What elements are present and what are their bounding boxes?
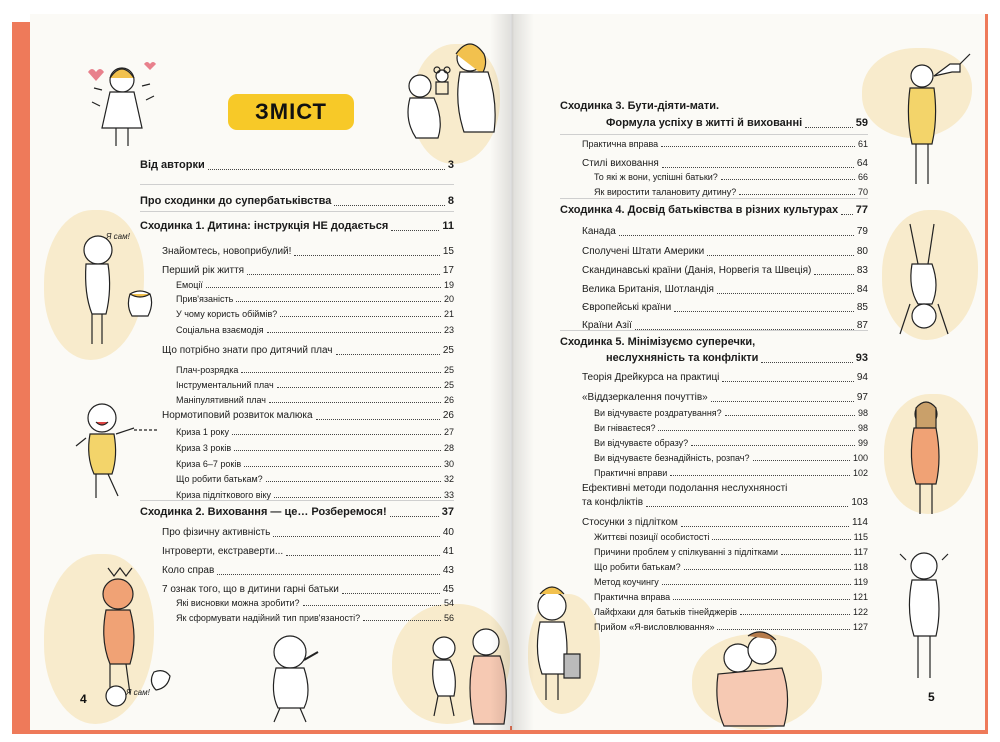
standing-man-illustration <box>892 60 952 190</box>
toc-entry-title: Коло справ <box>162 565 215 576</box>
toc-entry-title: Про фізичну активність <box>162 527 271 538</box>
toc-leader-dots <box>244 466 441 467</box>
toc-entry-page: 117 <box>853 547 868 557</box>
angry-boy-illustration <box>890 544 960 684</box>
toc-entry-page: 100 <box>852 453 868 463</box>
toc-entry <box>176 280 454 291</box>
toc-leader-dots <box>342 593 440 594</box>
toc-entry <box>140 195 454 209</box>
toc-entry-title: Які висновки можна зробити? <box>176 598 300 608</box>
toc-leader-dots <box>267 332 441 333</box>
toc-entry-page: 45 <box>442 584 454 595</box>
mother-baby-illustration <box>390 36 500 156</box>
toc-section-separator <box>560 198 868 199</box>
toc-entry-page: 97 <box>856 392 868 403</box>
toc-leader-dots <box>234 450 441 451</box>
toc-entry-page: 17 <box>442 265 454 276</box>
toc-entry <box>594 453 868 464</box>
toc-entry-page: 115 <box>853 532 868 542</box>
toc-entry-title: Про сходинки до супербатьківства <box>140 195 332 207</box>
toc-entry-title: Прийом «Я-висловлювання» <box>594 622 715 632</box>
toc-entry-title: Причини проблем у спілкуванні з підлітками <box>594 547 779 557</box>
toc-leader-dots <box>673 599 850 600</box>
toc-entry-title: Метод коучингу <box>594 577 659 587</box>
toc-entry-title: Що потрібно знати про дитячий плач <box>162 345 333 356</box>
toc-section-separator <box>140 500 454 501</box>
toc-entry-page: 59 <box>855 117 868 129</box>
toc-entry <box>560 100 868 114</box>
toc-entry-page: 118 <box>853 562 868 572</box>
toc-entry-title: Сходинка 3. Бути-діяти-мати. <box>560 100 720 112</box>
toc-leader-dots <box>247 274 440 275</box>
toc-entry <box>594 562 868 573</box>
toc-leader-dots <box>717 293 854 294</box>
toc-entry <box>594 468 868 479</box>
toc-entry-title: Криза 6–7 років <box>176 459 242 469</box>
toc-entry-page: 127 <box>852 622 868 632</box>
toc-entry-page: 103 <box>851 497 868 508</box>
teen-girl-illustration <box>896 398 956 518</box>
toc-leader-dots <box>712 539 850 540</box>
toc-entry-title: Сполучені Штати Америки <box>582 246 705 257</box>
toc-entry-page: 32 <box>443 474 454 484</box>
toc-entry-page: 85 <box>856 302 868 313</box>
toc-entry-page: 98 <box>857 408 868 418</box>
toc-entry <box>582 265 868 278</box>
toc-entry-title: Що робити батькам? <box>176 474 263 484</box>
toc-entry <box>594 532 868 543</box>
toc-entry-title: Стосунки з підлітком <box>582 517 678 528</box>
toc-leader-dots <box>761 362 852 363</box>
toc-entry-title: Маніпулятивний плач <box>176 395 266 405</box>
hugging-illustration <box>688 628 808 728</box>
toc-entry <box>594 622 868 633</box>
toc-leader-dots <box>390 516 439 517</box>
toc-entry-title: неслухняність та конфлікти <box>606 352 759 364</box>
toc-entry-page: 8 <box>447 195 454 207</box>
toc-leader-dots <box>661 146 855 147</box>
toc-entry <box>582 372 868 385</box>
toc-leader-dots <box>334 205 445 206</box>
toc-entry-title: Криза 1 року <box>176 427 229 437</box>
toc-entry <box>560 336 868 350</box>
toc-entry-title: та конфліктів <box>582 497 644 508</box>
toc-entry <box>176 294 454 305</box>
toc-leader-dots <box>691 445 855 446</box>
toc-entry <box>176 395 454 406</box>
toc-entry-page: 99 <box>857 438 868 448</box>
toc-leader-dots <box>391 230 439 231</box>
toc-entry-title: 7 ознак того, що в дитини гарні батьки <box>162 584 339 595</box>
toc-leader-dots <box>662 167 854 168</box>
toc-entry-page: 114 <box>852 517 868 528</box>
toc-entry-title: «Віддзеркалення почуттів» <box>582 392 708 403</box>
page-title: ЗМІСТ <box>228 94 354 130</box>
toc-entry <box>176 598 454 609</box>
toc-entry-title: Країни Азії <box>582 320 632 331</box>
toc-entry <box>140 506 454 520</box>
toc-entry-page: 15 <box>442 246 454 257</box>
toc-entry <box>176 427 454 438</box>
toc-entry-page: 27 <box>443 427 454 437</box>
toc-entry-page: 26 <box>442 410 454 421</box>
toc-leader-dots <box>274 497 441 498</box>
toc-leader-dots <box>814 274 854 275</box>
toc-entry <box>582 246 868 259</box>
toc-entry-page: 28 <box>443 443 454 453</box>
toc-leader-dots <box>670 475 850 476</box>
speech-label: Я сам! <box>106 232 130 241</box>
toc-entry <box>162 584 454 597</box>
toc-entry <box>176 443 454 454</box>
toc-entry-page: 11 <box>442 220 454 232</box>
toc-entry <box>582 392 868 405</box>
toc-entry <box>582 517 868 530</box>
toc-entry-title: Інструментальний плач <box>176 380 274 390</box>
toc-entry-title: Життєві позиції особистості <box>594 532 710 542</box>
toc-entry <box>582 302 868 315</box>
toc-entry-title: Сходинка 5. Мінімізуємо суперечки, <box>560 336 756 348</box>
toc-entry <box>176 474 454 485</box>
toc-entry-title: Сходинка 4. Досвід батьківства в різних культурах <box>560 204 839 216</box>
toc-entry-page: 93 <box>855 352 868 364</box>
toc-entry <box>594 607 868 618</box>
toc-entry-page: 25 <box>442 345 454 356</box>
toc-entry-title: Що робити батькам? <box>594 562 681 572</box>
toc-entry-page: 20 <box>443 294 454 304</box>
right-page <box>512 14 985 730</box>
toc-entry-title: Соціальна взаємодія <box>176 325 264 335</box>
toc-entry-page: 56 <box>443 613 454 623</box>
toc-entry-title: Прив'язаність <box>176 294 234 304</box>
toc-leader-dots <box>217 574 440 575</box>
toc-leader-dots <box>241 372 441 373</box>
toc-entry-title: Нормотиповий розвиток малюка <box>162 410 313 421</box>
toc-entry-page: 30 <box>443 459 454 469</box>
toc-leader-dots <box>266 481 441 482</box>
toc-entry-page: 26 <box>443 395 454 405</box>
toc-entry-page: 19 <box>443 280 454 290</box>
toc-leader-dots <box>336 354 440 355</box>
toc-entry-title: Криза 3 років <box>176 443 232 453</box>
toc-entry-title: Лайфхаки для батьків тінейджерів <box>594 607 738 617</box>
toc-entry-page: 37 <box>441 506 454 518</box>
toc-entry <box>176 613 454 624</box>
toc-entry-page: 25 <box>443 380 454 390</box>
toc-entry <box>560 204 868 218</box>
boy-potty-illustration <box>70 224 160 354</box>
toc-entry <box>594 438 868 449</box>
toc-leader-dots <box>717 629 849 630</box>
girl-hearts-illustration <box>80 52 160 152</box>
toc-leader-dots <box>208 169 445 170</box>
toc-leader-dots <box>236 301 441 302</box>
toc-leader-dots <box>707 255 854 256</box>
toc-entry <box>176 365 454 376</box>
toc-entry <box>176 380 454 391</box>
page-number: 4 <box>80 692 87 706</box>
toc-entry-page: 23 <box>443 325 454 335</box>
toc-leader-dots <box>303 605 441 606</box>
toc-leader-dots <box>273 536 440 537</box>
toc-entry-page: 66 <box>857 172 868 182</box>
toc-entry-title: Як виростити талановиту дитину? <box>594 187 737 197</box>
toc-leader-dots <box>269 402 441 403</box>
toc-entry <box>162 410 454 423</box>
toc-entry <box>140 159 454 173</box>
toc-entry <box>594 408 868 419</box>
toc-entry-page: 121 <box>852 592 868 602</box>
toc-entry <box>594 423 868 434</box>
toc-entry-page: 84 <box>856 284 868 295</box>
toc-entry-title: Інтроверти, екстраверти... <box>162 546 284 557</box>
toc-entry <box>162 527 454 540</box>
toc-leader-dots <box>725 415 855 416</box>
toc-entry-page: 79 <box>856 226 868 237</box>
toc-leader-dots <box>721 179 855 180</box>
toc-entry-title: Практичні вправи <box>594 468 668 478</box>
toc-entry-page: 64 <box>856 158 868 169</box>
child-handstand-illustration <box>890 220 960 340</box>
toc-entry <box>582 139 868 150</box>
toc-entry <box>582 226 868 239</box>
toc-leader-dots <box>711 401 854 402</box>
toc-entry <box>594 187 868 198</box>
toc-entry-title: Формула успіху в житті й вихованні <box>606 117 803 129</box>
toc-entry-page: 43 <box>442 565 454 576</box>
toc-entry-title: Знайомтесь, новоприбулий! <box>162 246 292 257</box>
toc-entry-title: Емоції <box>176 280 203 290</box>
toc-entry-page: 102 <box>852 468 868 478</box>
toc-leader-dots <box>722 381 853 382</box>
left-page <box>30 14 510 730</box>
speech-label: Я сам! <box>126 688 150 697</box>
toc-entry <box>606 352 868 366</box>
toc-entry-title: Теорія Дрейкурса на практиці <box>582 372 720 383</box>
toc-leader-dots <box>753 460 850 461</box>
toc-entry-title: Канада <box>582 226 616 237</box>
toc-entry <box>162 546 454 559</box>
toc-entry-page: 83 <box>856 265 868 276</box>
toc-leader-dots <box>286 555 440 556</box>
page-number: 5 <box>928 690 935 704</box>
toc-entry-page: 33 <box>443 490 454 500</box>
toc-entry-page: 87 <box>856 320 868 331</box>
toc-entry-page: 25 <box>443 365 454 375</box>
toc-leader-dots <box>662 584 851 585</box>
toc-entry <box>594 547 868 558</box>
toc-entry-title: У чому користь обіймів? <box>176 309 278 319</box>
toc-entry-title: Ви відчуваєте роздратування? <box>594 408 722 418</box>
toc-entry <box>594 172 868 183</box>
toc-entry-title: Ефективні методи подолання неслухняності <box>582 483 788 494</box>
toc-entry-title: Плач-розрядка <box>176 365 239 375</box>
toc-entry-title: Від авторки <box>140 159 205 171</box>
toc-entry-page: 61 <box>857 139 868 149</box>
toc-section-separator <box>560 134 868 135</box>
toc-entry-title: Ви відчуваєте образу? <box>594 438 689 448</box>
toc-leader-dots <box>674 311 854 312</box>
toc-entry-title: Європейські країни <box>582 302 672 313</box>
toc-entry-page: 122 <box>852 607 868 617</box>
toc-leader-dots <box>805 127 853 128</box>
toc-entry-title: Ви гніваєтеся? <box>594 423 656 433</box>
baby-eating-illustration <box>258 628 338 728</box>
toc-entry <box>176 309 454 320</box>
toc-section-separator <box>140 184 454 185</box>
toc-entry <box>140 220 454 234</box>
toc-entry <box>582 483 868 496</box>
toc-leader-dots <box>684 569 851 570</box>
toc-entry-title: Як сформувати надійний тип прив'язаності? <box>176 613 361 623</box>
toc-leader-dots <box>294 255 439 256</box>
toc-entry <box>606 117 868 131</box>
book-gutter <box>490 14 534 730</box>
toc-entry-page: 98 <box>857 423 868 433</box>
toc-entry-title: Практична вправа <box>582 139 659 149</box>
toc-entry-page: 119 <box>853 577 868 587</box>
toc-entry-title: Велика Британія, Шотландія <box>582 284 714 295</box>
toc-leader-dots <box>739 194 855 195</box>
toc-entry-page: 70 <box>857 187 868 197</box>
toc-entry-title: Криза підліткового віку <box>176 490 272 500</box>
toc-section-separator <box>560 330 868 331</box>
toc-leader-dots <box>740 614 850 615</box>
toc-entry <box>176 459 454 470</box>
toc-entry <box>582 497 868 510</box>
toc-leader-dots <box>316 419 440 420</box>
toc-entry-page: 54 <box>443 598 454 608</box>
toc-leader-dots <box>277 387 441 388</box>
toc-entry-title: Сходинка 2. Виховання — це… Розберемося! <box>140 506 387 518</box>
toc-entry <box>582 284 868 297</box>
toc-leader-dots <box>206 287 441 288</box>
toc-leader-dots <box>841 214 853 215</box>
toc-section-separator <box>140 211 454 212</box>
toc-entry <box>582 158 868 171</box>
toc-entry <box>162 565 454 578</box>
toc-entry <box>162 345 454 358</box>
toc-entry-page: 94 <box>856 372 868 383</box>
toc-entry-title: Практична вправа <box>594 592 671 602</box>
toc-leader-dots <box>781 554 851 555</box>
toc-entry-title: То які ж вони, успішні батьки? <box>594 172 718 182</box>
toc-entry-title: Стилі виховання <box>582 158 659 169</box>
toc-entry-title: Ви відчуваєте безнадійність, розпач? <box>594 453 750 463</box>
toc-entry-page: 40 <box>442 527 454 538</box>
toc-entry <box>162 265 454 278</box>
crying-child-illustration <box>72 394 172 504</box>
toc-leader-dots <box>363 620 441 621</box>
toc-entry <box>176 325 454 336</box>
toc-leader-dots <box>232 434 441 435</box>
toc-entry <box>594 577 868 588</box>
toc-entry-title: Скандинавські країни (Данія, Норвегія та Швеція) <box>582 265 812 276</box>
toc-leader-dots <box>619 235 854 236</box>
toc-entry-page: 80 <box>856 246 868 257</box>
toc-leader-dots <box>280 316 441 317</box>
toc-entry-page: 21 <box>443 309 454 319</box>
toc-entry-page: 41 <box>442 546 454 557</box>
toc-entry-page: 3 <box>447 159 454 171</box>
toc-entry-title: Перший рік життя <box>162 265 245 276</box>
toc-leader-dots <box>658 430 855 431</box>
toc-entry-title: Сходинка 1. Дитина: інструкція НЕ додається <box>140 220 389 232</box>
toc-entry <box>594 592 868 603</box>
toc-entry <box>162 246 454 259</box>
toc-entry-page: 77 <box>855 204 868 216</box>
toc-leader-dots <box>681 526 849 527</box>
toc-leader-dots <box>646 506 848 507</box>
